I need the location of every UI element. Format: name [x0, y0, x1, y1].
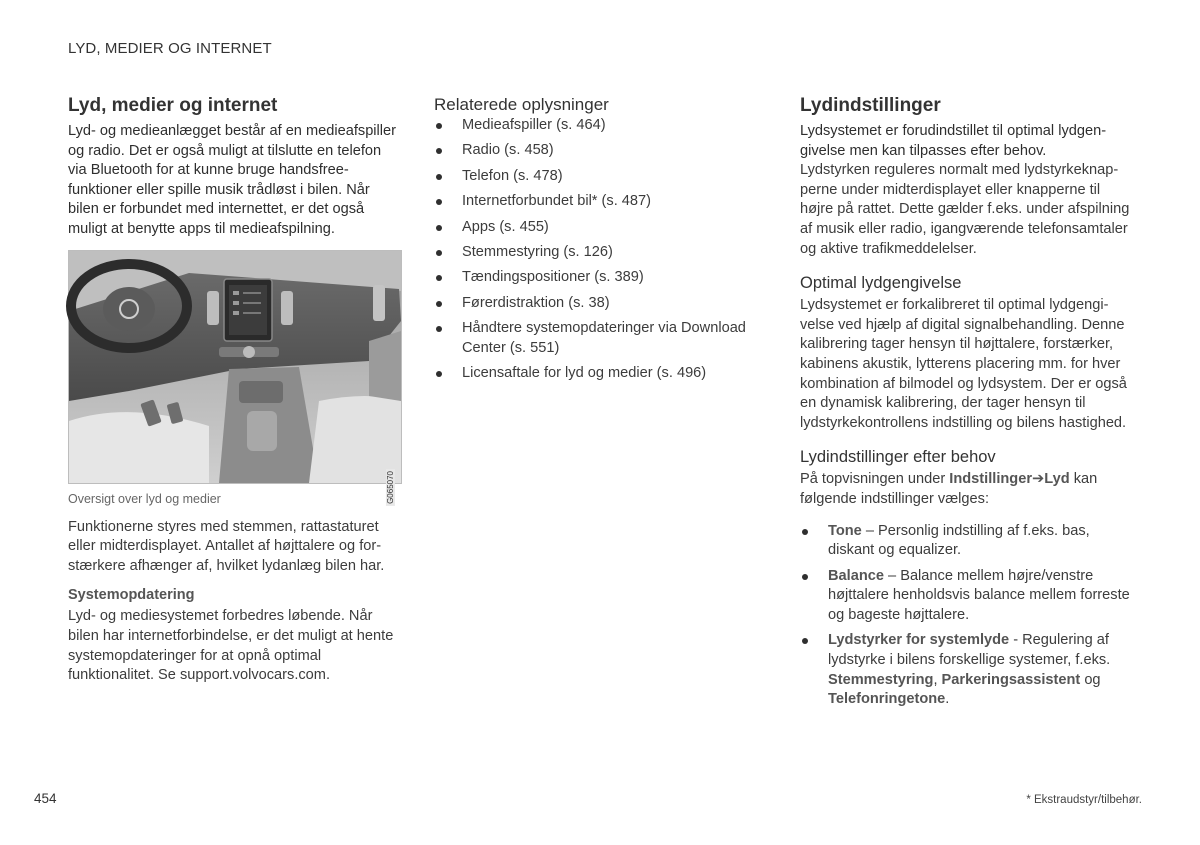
option-system-volumes-text: - Regulering af lydstyrke i bilens forskellige systemer, f.eks.	[828, 632, 1111, 669]
settings-by-need-heading: Lydindstillinger efter behov	[800, 448, 996, 467]
sound-settings-heading: Lydindstillinger	[800, 95, 941, 116]
separator-and: og	[1080, 671, 1101, 688]
related-link[interactable]: Radio (s. 458)	[434, 141, 764, 161]
period: .	[945, 691, 950, 708]
option-system-volumes	[800, 631, 1135, 709]
settings-keyword: Indstillinger	[949, 471, 1032, 488]
optimal-sound-heading: Optimal lydgengivelse	[800, 274, 962, 293]
voice-control-keyword: Stemmestyring	[828, 671, 934, 688]
option-tone-label: Tone	[828, 522, 862, 539]
subheading-systemopdatering: Systemopdatering	[68, 587, 195, 604]
paragraph-controls: Funktionerne styres med stemmen, rattastaturet eller midterdisplayet. Antallet af højttalere og forstærkere afhænger af, hvilket lydanlæg bilen har.	[68, 518, 385, 574]
settings-path-paragraph	[800, 470, 1135, 509]
calibration-paragraph: Lydsystemet er forkalibreret til optimal lydgengivelse ved hjælp af digital signalbehandling. Denne kalibrering tager hensyn til højttalere, forstærker, kabinens akustik, lytterens placering mm. for hver kombination af bilmodel og lydsystem. Der er også en dynamisk kalibrering, der tager hensyn til lydstyrkekontrollens indstilling og bilens hastighed.	[800, 297, 1127, 431]
option-system-volumes-label: Lydstyrker for systemlyde	[828, 632, 1010, 649]
sound-lead-paragraph: Lydsystemet er forudindstillet til optimal lydgengivelse men kan tilpasses efter behov.	[800, 123, 1107, 159]
car-interior-drawing	[69, 251, 401, 483]
related-link[interactable]: Stemmestyring (s. 126)	[434, 243, 764, 263]
footnote: * Ekstraudstyr/tilbehør.	[1026, 794, 1142, 806]
column-right	[800, 94, 1135, 716]
sound-options-list	[800, 522, 1135, 710]
related-link[interactable]: Tændingspositioner (s. 389)	[434, 268, 764, 288]
figure-caption: Oversigt over lyd og medier	[68, 491, 221, 506]
column-left	[68, 94, 398, 686]
separator-comma: ,	[933, 671, 942, 688]
section-header: LYD, MEDIER OG INTERNET	[68, 40, 272, 57]
column-middle	[434, 94, 764, 390]
intro-paragraph: Lyd- og medieanlægget består af en medieafspiller og radio. Det er også muligt at tilslutte en telefon via Bluetooth for at kunne bruge handsfree-funktioner eller spille musik trådløst i bilen. Når bilen er forbundet med internettet, er det også muligt at benytte apps til medieafspilning.	[68, 123, 397, 237]
paragraph-updates: Lyd- og mediesystemet forbedres løbende. Når bilen har internetforbindelse, er det muligt at hente systemopdateringer for at opnå optimal funktionalitet. Se support.volvocars.com.	[68, 608, 394, 684]
option-balance-text: – Balance mellem højre/venstre højttalere henholdsvis balance mellem forreste og bageste højttalere.	[828, 567, 1130, 623]
sound-keyword: Lyd	[1044, 471, 1070, 488]
arrow-right-icon: ➔	[1032, 471, 1045, 488]
related-info-heading: Relaterede oplysninger	[434, 95, 609, 114]
figure-code: G065070	[386, 470, 395, 504]
option-balance-label: Balance	[828, 567, 884, 584]
related-link[interactable]: Telefon (s. 478)	[434, 167, 764, 187]
option-tone	[800, 522, 1135, 561]
page-number: 454	[34, 791, 57, 806]
volume-paragraph: Lydstyrken reguleres normalt med lydstyrkeknapperne under midterdisplayet eller knapperne til højre på rattet. Dette gælder f.eks. under afspilning af musik eller radio, igangværende telefonsamtaler og aktive trafikmeddelelser.	[800, 162, 1130, 257]
park-assist-keyword: Parkeringsassistent	[941, 671, 1081, 688]
ringtone-keyword: Telefonringetone	[828, 691, 946, 708]
related-link[interactable]: Licensaftale for lyd og medier (s. 496)	[434, 364, 764, 384]
related-link[interactable]: Medieafspiller (s. 464)	[434, 116, 764, 136]
option-balance	[800, 567, 1135, 626]
related-link[interactable]: Internetforbundet bil* (s. 487)	[434, 192, 764, 212]
related-link[interactable]: Apps (s. 455)	[434, 218, 764, 238]
settings-path-post: kan følgende indstillinger vælges:	[800, 471, 1098, 507]
related-link[interactable]: Håndtere systemopdateringer via Download Center (s. 551)	[434, 319, 764, 358]
settings-path-pre: På topvisningen under	[800, 471, 950, 488]
related-info-list	[434, 116, 764, 384]
option-tone-text: – Personlig indstilling af f.eks. bas, diskant og equalizer.	[828, 522, 1090, 559]
related-link[interactable]: Førerdistraktion (s. 38)	[434, 294, 764, 314]
page-heading: Lyd, medier og internet	[68, 95, 278, 116]
